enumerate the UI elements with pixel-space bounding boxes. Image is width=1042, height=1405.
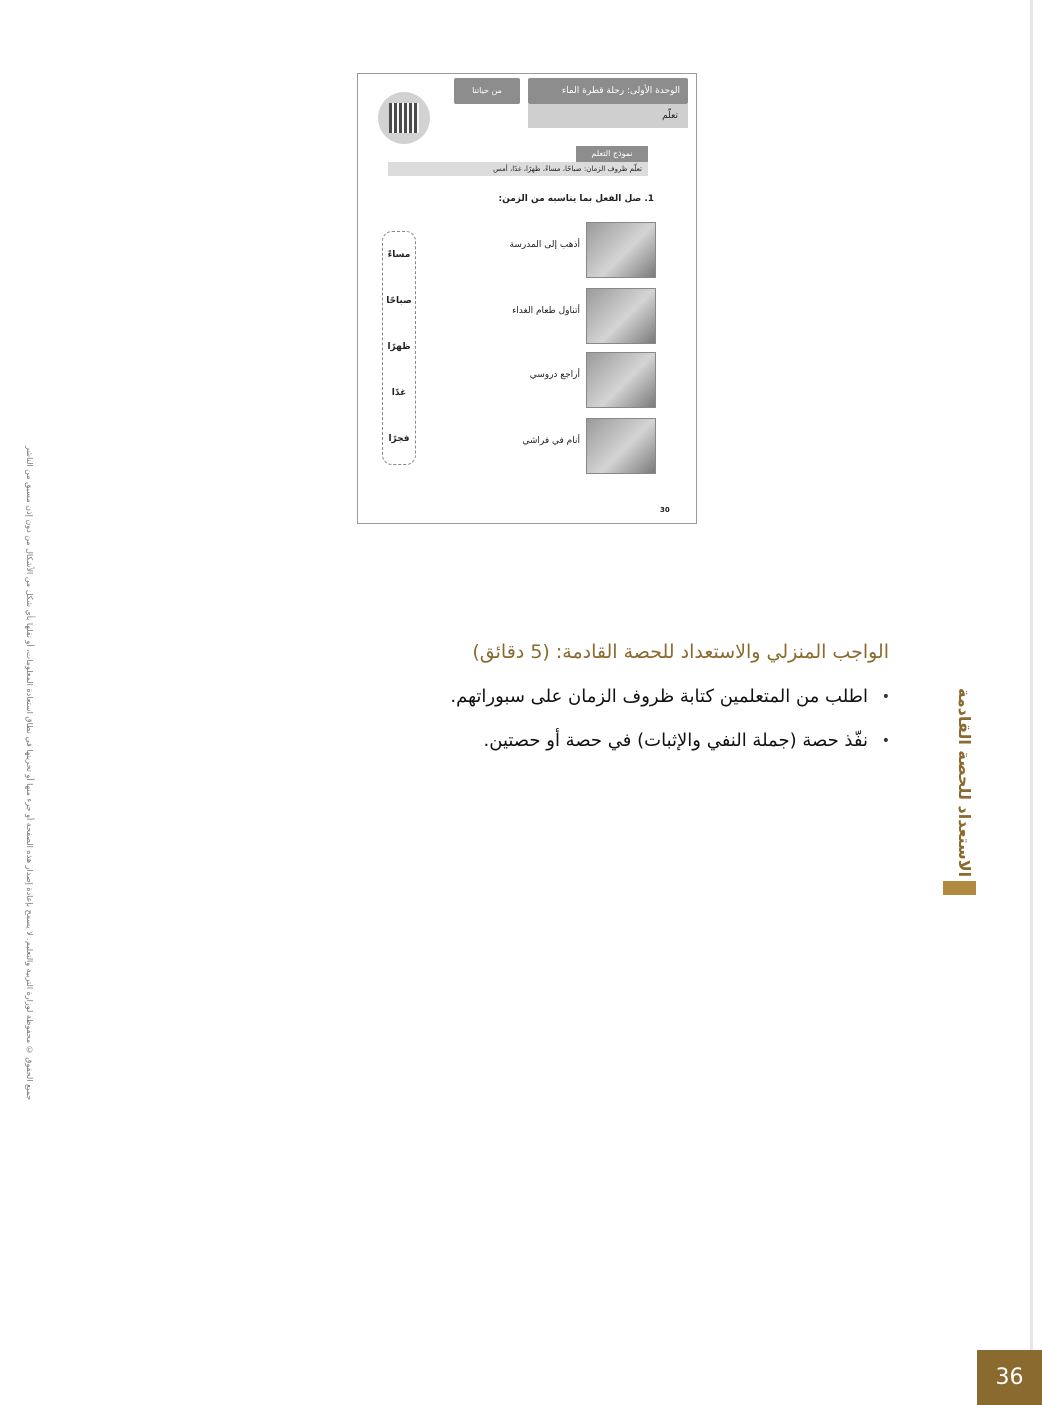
qr-code-icon — [389, 103, 419, 133]
thumbnail-row — [446, 418, 656, 482]
side-section-title: الاستعداد للحصة القادمة — [955, 687, 974, 877]
list-item: • نفّذ حصة (جملة النفي والإثبات) في حصة أو حصتين. — [330, 726, 890, 770]
thumbnail-side-note — [360, 184, 370, 434]
time-word: غدًا — [391, 388, 407, 398]
page-edge-rule — [1030, 0, 1033, 1405]
row-text: أتناول طعام الغداء — [512, 306, 580, 316]
bedroom-photo — [586, 418, 656, 474]
homework-heading: الواجب المنزلي والاستعداد للحصة القادمة: (5 دقائق) — [472, 641, 889, 663]
thumbnail-instruction: تعلّم ظروف الزمان: صباحًا، مساءً، ظهرًا، غدًا، أمس — [388, 162, 648, 176]
thumbnail-row — [446, 352, 656, 416]
thumbnail-header-tag: من حياتنا — [454, 78, 520, 104]
qr-code-badge — [378, 92, 430, 144]
thumbnail-row — [446, 222, 656, 286]
page-number-badge — [977, 1350, 1042, 1405]
row-text: أذهب إلى المدرسة — [509, 240, 580, 250]
thumbnail-page-number: 30 — [660, 506, 670, 514]
time-word: مساءً — [387, 250, 411, 260]
study-photo — [586, 352, 656, 408]
homework-list — [330, 682, 890, 770]
time-word: صباحًا — [386, 296, 412, 306]
time-words-box — [382, 231, 416, 465]
student-book-thumbnail — [357, 73, 697, 524]
thumbnail-header-title: الوحدة الأولى: رحلة قطرة الماء — [528, 78, 688, 104]
thumbnail-header-sub: تعلّم — [528, 104, 688, 128]
copyright-note: جميع الحقوق © محفوظة لوزارة التربية والتعليم. لا يسمح بإعادة إصدار هذه الصفحة أو جزء منها أو تخزينها في نطاق استعادة المعلومات، أو نقلها بأي شكل من الأشكال من دون إذن مسبق من الناشر — [25, 445, 34, 1100]
row-text: أراجع دروسي — [529, 370, 580, 380]
time-word: ظهرًا — [387, 342, 411, 352]
row-text: أنام في فراشي — [522, 436, 580, 446]
time-word: فجرًا — [388, 434, 410, 444]
thumbnail-question: 1. صل الفعل بما يناسبه من الزمن: — [498, 194, 654, 204]
lunch-photo — [586, 288, 656, 344]
thumbnail-row — [446, 288, 656, 352]
side-section-marker — [943, 881, 976, 895]
list-item: • اطلب من المتعلمين كتابة ظروف الزمان على سبوراتهم. — [330, 682, 890, 726]
school-photo — [586, 222, 656, 278]
page-number: 36 — [995, 1365, 1024, 1390]
thumbnail-section-label: نموذج التعلم — [576, 146, 648, 162]
